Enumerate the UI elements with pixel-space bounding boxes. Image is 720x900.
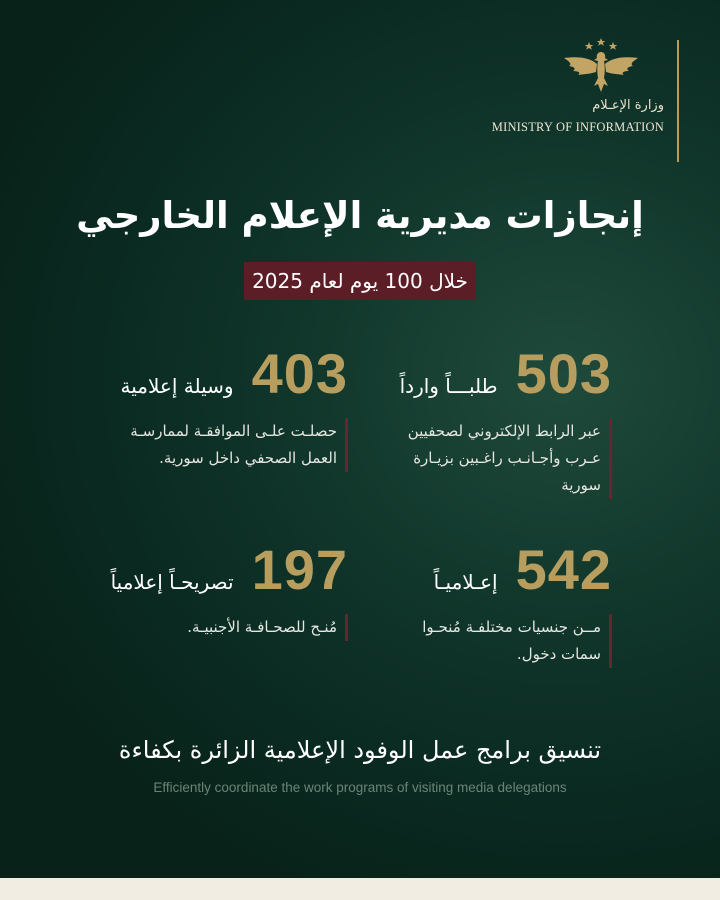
stat-number: 542 bbox=[515, 538, 612, 601]
stat-journalists bbox=[382, 538, 612, 668]
eagle-emblem-icon bbox=[560, 36, 642, 94]
stat-number: 403 bbox=[251, 342, 348, 405]
stat-label: وسيلة إعلامية bbox=[120, 374, 234, 398]
stat-number: 503 bbox=[515, 342, 612, 405]
stat-label: تصريحـاً إعلامياً bbox=[110, 570, 234, 594]
page-title: إنجازات مديرية الإعلام الخارجي bbox=[76, 194, 644, 237]
ministry-name-en: MINISTRY OF INFORMATION bbox=[491, 120, 664, 134]
ministry-name-ar: وزارة الإعـلام bbox=[592, 98, 664, 113]
stat-label: إعـلاميـاً bbox=[433, 570, 498, 594]
header-divider bbox=[677, 40, 679, 162]
stat-description: مُنـح للصحـافـة الأجنبيـة. bbox=[88, 614, 348, 641]
stat-description: حصلـت علـى الموافقـة لممارسـة العمل الصحفي داخل سورية. bbox=[98, 418, 348, 472]
stat-description: مــن جنسيات مختلفـة مُنحـوا سمات دخول. bbox=[382, 614, 612, 668]
stat-label: طلبـــاً وارداً bbox=[399, 374, 498, 398]
stat-permits bbox=[88, 538, 348, 641]
stat-requests bbox=[372, 342, 612, 499]
slogan-english: Efficiently coordinate the work programs of visiting media delegations bbox=[153, 780, 567, 795]
stat-media-outlets bbox=[98, 342, 348, 472]
stat-number: 197 bbox=[251, 538, 348, 601]
stat-description: عبر الرابط الإلكتروني لصحفيين عـرب وأجـانـب راغـبين بزيـارة سورية bbox=[372, 418, 612, 499]
slogan-arabic: تنسيق برامج عمل الوفود الإعلامية الزائرة بكفاءة bbox=[118, 736, 602, 764]
period-badge: خلال 100 يوم لعام 2025 bbox=[244, 262, 476, 300]
bottom-band bbox=[0, 878, 720, 900]
